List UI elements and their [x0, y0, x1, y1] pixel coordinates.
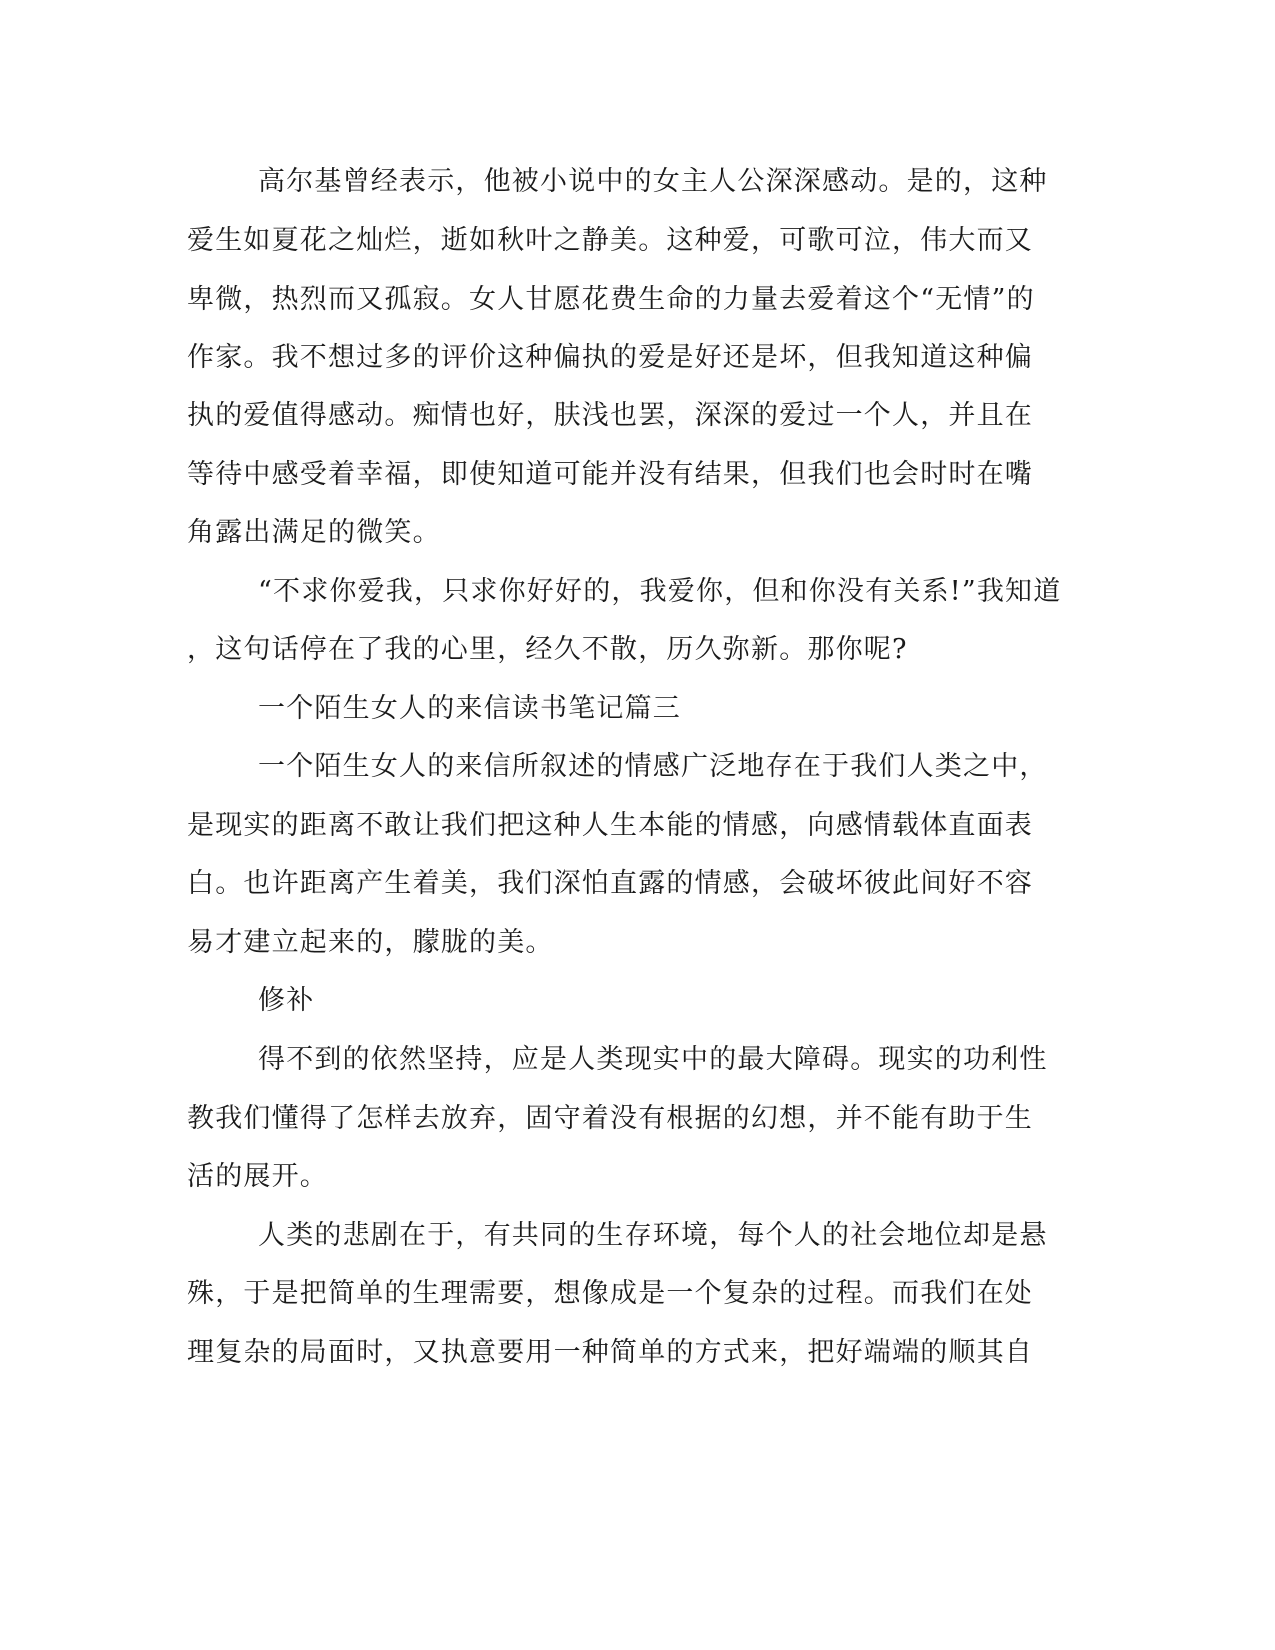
text-line: 等待中感受着幸福，即使知道可能并没有结果，但我们也会时时在嘴 [187, 459, 1033, 490]
text-line: 角露出满足的微笑。 [187, 517, 441, 548]
text-line: 作家。我不想过多的评价这种偏执的爱是好还是坏，但我知道这种偏 [187, 342, 1033, 373]
text-line: 殊，于是把简单的生理需要，想像成是一个复杂的过程。而我们在处 [187, 1278, 1033, 1309]
section-heading: 一个陌生女人的来信读书笔记篇三 [258, 693, 681, 724]
text-line: 执的爱值得感动。痴情也好，肤浅也罢，深深的爱过一个人，并且在 [187, 400, 1033, 431]
text-line: 易才建立起来的，朦胧的美。 [187, 927, 554, 958]
text-line: 白。也许距离产生着美，我们深怕直露的情感，会破坏彼此间好不容 [187, 868, 1033, 899]
text-line: 是现实的距离不敢让我们把这种人生本能的情感，向感情载体直面表 [187, 810, 1033, 841]
text-line: 高尔基曾经表示，他被小说中的女主人公深深感动。是的，这种 [258, 166, 1048, 197]
text-line: “不求你爱我，只求你好好的，我爱你，但和你没有关系!”我知道 [258, 576, 1062, 607]
text-line: 修补 [258, 985, 315, 1016]
text-line: 卑微，热烈而又孤寂。女人甘愿花费生命的力量去爱着这个“无情”的 [187, 284, 1035, 315]
text-line: 教我们懂得了怎样去放弃，固守着没有根据的幻想，并不能有助于生 [187, 1103, 1033, 1134]
text-line: 一个陌生女人的来信所叙述的情感广泛地存在于我们人类之中， [258, 751, 1048, 782]
text-line: 人类的悲剧在于，有共同的生存环境，每个人的社会地位却是悬 [258, 1220, 1048, 1251]
text-line: 得不到的依然坚持，应是人类现实中的最大障碍。现实的功利性 [258, 1044, 1048, 1075]
text-line: 理复杂的局面时，又执意要用一种简单的方式来，把好端端的顺其自 [187, 1337, 1033, 1368]
text-line: ，这句话停在了我的心里，经久不散，历久弥新。那你呢? [187, 634, 908, 665]
text-line: 活的展开。 [187, 1161, 328, 1192]
text-line: 爱生如夏花之灿烂，逝如秋叶之静美。这种爱，可歌可泣，伟大而又 [187, 225, 1033, 256]
